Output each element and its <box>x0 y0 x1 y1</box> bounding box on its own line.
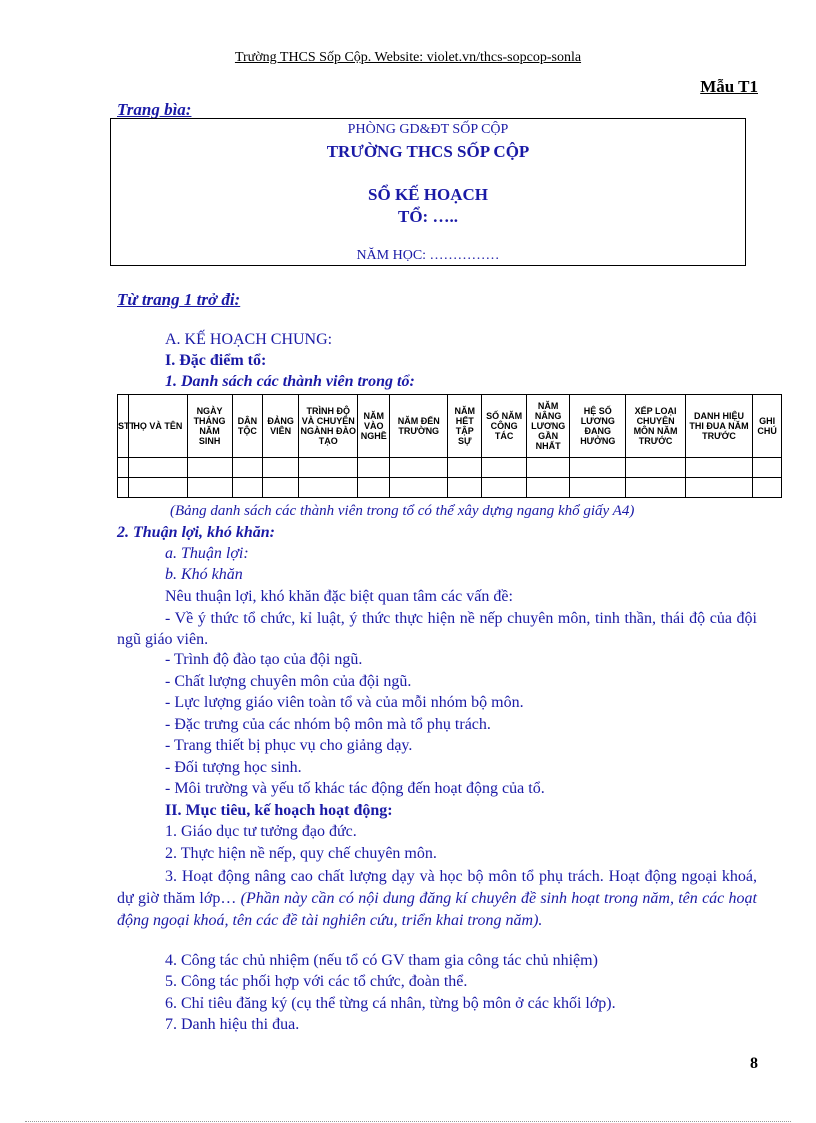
table-column-header: SỐ NĂM CÔNG TÁC <box>482 395 527 458</box>
section-a: A. KẾ HOẠCH CHUNG: <box>165 331 333 348</box>
table-column-header: STT <box>118 395 129 458</box>
table-column-header: HỌ VÀ TÊN <box>129 395 187 458</box>
concern-item: - Trang thiết bị phục vụ cho giảng dạy. <box>165 737 413 754</box>
concern-item: - Đối tượng học sinh. <box>165 759 302 776</box>
table-note: (Bảng danh sách các thành viên trong tổ có thể xây dựng ngang khổ giấy A4) <box>170 503 635 519</box>
goal-item: 7. Danh hiệu thi đua. <box>165 1016 300 1033</box>
table-column-header: TRÌNH ĐỘ VÀ CHUYÊN NGÀNH ĐÀO TẠO <box>299 395 358 458</box>
goal-item: 5. Công tác phối hợp với các tổ chức, đoàn thể. <box>165 973 468 990</box>
item-advantages: a. Thuận lợi: <box>165 545 249 562</box>
table-column-header: NĂM ĐẾN TRƯỜNG <box>390 395 448 458</box>
concern-item: - Lực lượng giáo viên toàn tổ và của mỗi nhóm bộ môn. <box>165 694 524 711</box>
cover-heading: Trang bìa: <box>117 100 192 119</box>
department-name: PHÒNG GD&ĐT SỐP CỘP <box>347 122 509 137</box>
table-column-header: NĂM VÀO NGHỀ <box>358 395 390 458</box>
page-bottom-rule <box>25 1121 791 1122</box>
member-list-heading: 1. Danh sách các thành viên trong tổ: <box>165 373 415 390</box>
concern-item: - Chất lượng chuyên môn của đội ngũ. <box>165 673 412 690</box>
goal-item: 4. Công tác chủ nhiệm (nếu tổ có GV tham gia công tác chủ nhiệm) <box>165 952 598 969</box>
goal-item: 1. Giáo dục tư tưởng đạo đức. <box>165 823 357 840</box>
table-column-header: GHI CHÚ <box>753 395 782 458</box>
concern-item: - Môi trường và yếu tố khác tác động đến hoạt động của tổ. <box>165 780 545 797</box>
school-name: TRƯỜNG THCS SỐP CỘP <box>326 142 530 161</box>
section-i: I. Đặc điểm tổ: <box>165 352 267 369</box>
form-code: Mẫu T1 <box>700 77 758 96</box>
table-column-header: NGÀY THÁNG NĂM SINH <box>187 395 232 458</box>
section-ii: II. Mục tiêu, kế hoạch hoạt động: <box>165 802 393 819</box>
section-2: 2. Thuận lợi, khó khăn: <box>117 524 275 541</box>
group-name: TỔ: ….. <box>398 207 458 226</box>
goal-item <box>117 866 757 932</box>
table-row <box>118 478 782 498</box>
goal-item: 2. Thực hiện nề nếp, quy chế chuyên môn. <box>165 845 437 862</box>
book-title: SỔ KẾ HOẠCH <box>368 185 488 204</box>
table-column-header: NĂM HẾT TẬP SỰ <box>448 395 482 458</box>
goal-item: 6. Chỉ tiêu đăng ký (cụ thể từng cá nhân, từng bộ môn ở các khối lớp). <box>165 995 616 1012</box>
page-number: 8 <box>750 1055 758 1072</box>
concern-item: - Trình độ đào tạo của đội ngũ. <box>165 651 363 668</box>
body-heading: Từ trang 1 trở đi: <box>117 290 241 309</box>
concern-item: - Đặc trưng của các nhóm bộ môn mà tổ phụ trách. <box>165 716 491 733</box>
concerns-intro: Nêu thuận lợi, khó khăn đặc biệt quan tâm các vấn đề: <box>165 588 513 605</box>
member-table <box>117 394 782 498</box>
concern-item: - Về ý thức tổ chức, kỉ luật, ý thức thực hiện nề nếp chuyên môn, tinh thần, thái độ của đội ngũ giáo viên. <box>117 610 757 648</box>
table-column-header: NĂM NÂNG LƯƠNG GẦN NHẤT <box>527 395 570 458</box>
header-text: Trường THCS Sốp Cộp. Website: violet.vn/thcs-sopcop-sonla <box>234 50 582 65</box>
table-column-header: DÂN TỘC <box>232 395 263 458</box>
table-header-row <box>118 395 782 458</box>
goal-3-text: 3. Hoạt động nâng cao chất lượng dạy và học bộ môn tổ phụ trách. Hoạt động ngoại khoá, dự giờ thăm lớp… <box>117 868 757 907</box>
table-column-header: ĐẢNG VIÊN <box>263 395 299 458</box>
cover-box <box>110 118 746 266</box>
table-column-header: DANH HIỆU THI ĐUA NĂM TRƯỚC <box>685 395 753 458</box>
item-difficulties: b. Khó khăn <box>165 566 243 583</box>
table-column-header: XẾP LOẠI CHUYÊN MÔN NĂM TRƯỚC <box>626 395 685 458</box>
goal-3-note: (Phần này cần có nội dung đăng kí chuyên đề sinh hoạt trong năm, tên các hoạt động ngoại khoá, tên các đề tài nghiên cứu, triển khai trong năm). <box>117 890 758 929</box>
page-header <box>0 50 816 66</box>
school-year: NĂM HỌC: …………… <box>356 248 500 263</box>
table-row <box>118 458 782 478</box>
table-column-header: HỆ SỐ LƯƠNG ĐANG HƯỞNG <box>570 395 626 458</box>
